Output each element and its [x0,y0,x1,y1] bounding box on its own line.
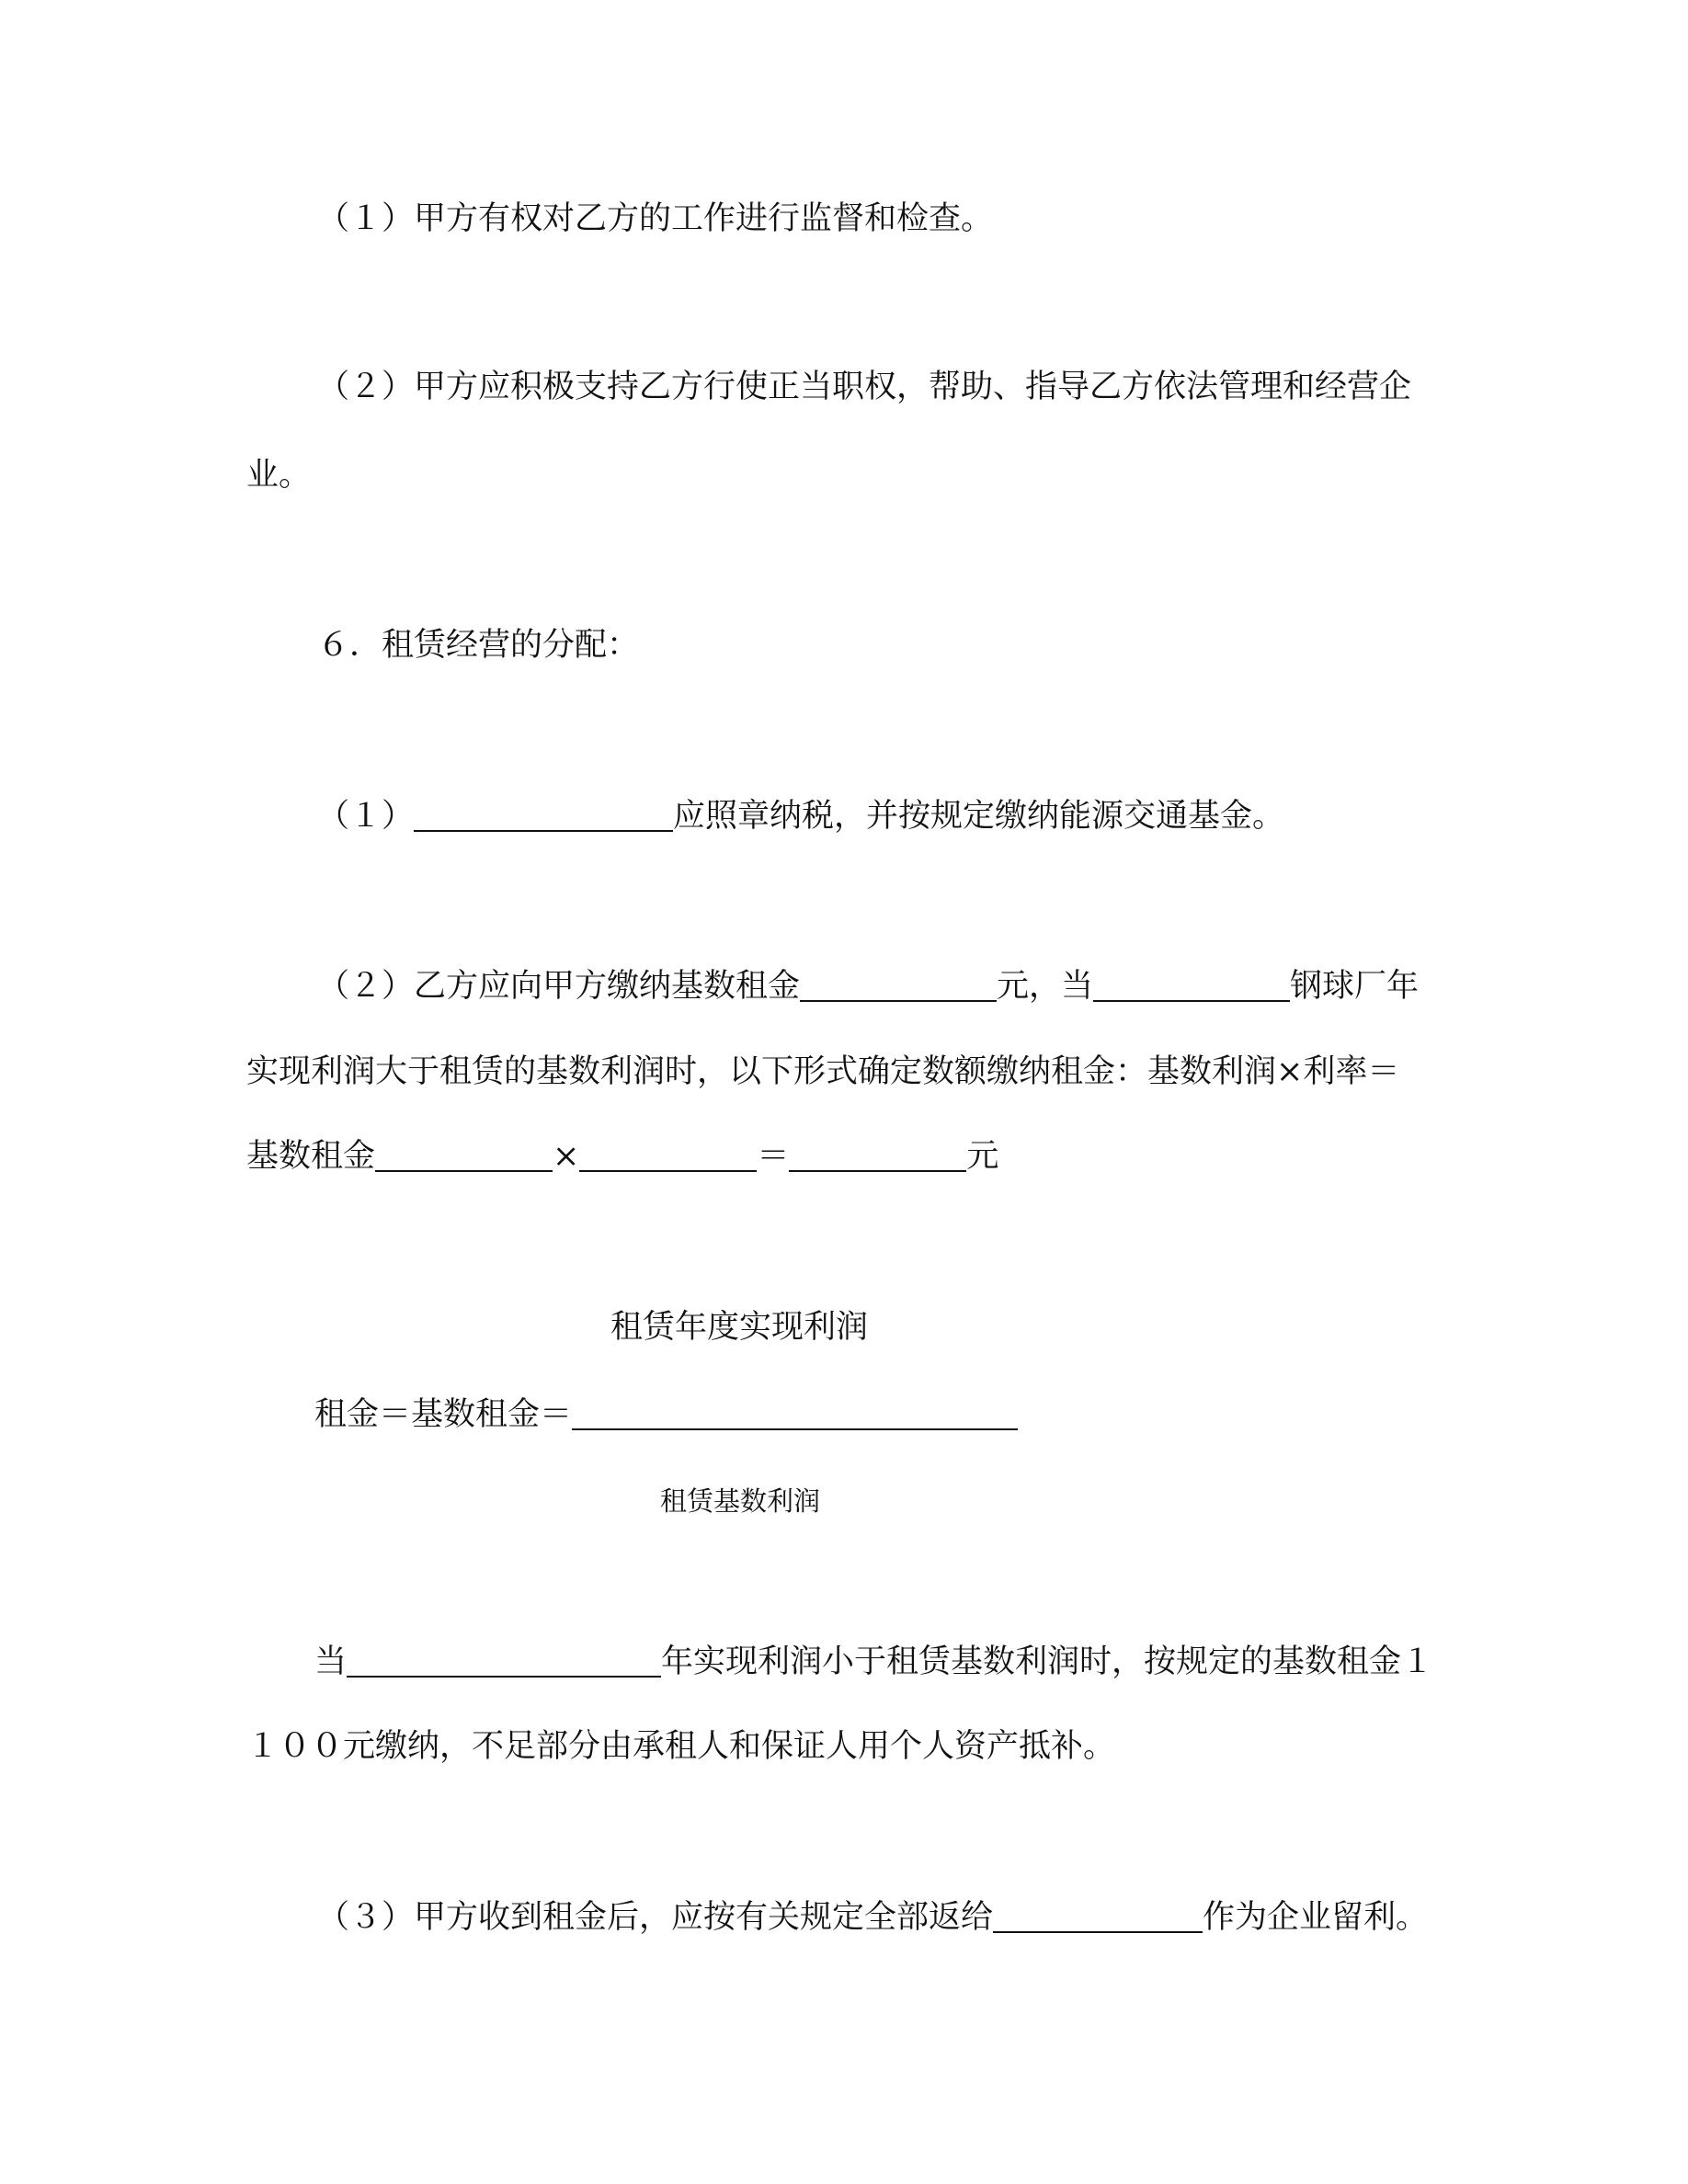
paragraph-text: （１）甲方有权对乙方的工作进行监督和检查。 [317,200,994,237]
clause-text: 应照章纳税，并按规定缴纳能源交通基金。 [673,798,1285,835]
paragraph-supervision [317,197,993,241]
retained-profit-blank[interactable] [993,1898,1203,1933]
paragraph-text: 业。 [246,457,312,494]
clause-shortfall-line-2 [246,1724,1115,1769]
clause-text: 作为企业留利。 [1203,1899,1429,1936]
formula-text: 租赁基数利润 [660,1485,821,1517]
formula-line [314,1393,1018,1437]
times-sign: × [553,1138,580,1175]
year-blank[interactable] [1093,967,1290,1002]
clause-base-rent-line-3 [246,1134,998,1178]
paragraph-support-line-1 [317,365,1411,409]
clause-base-rent-line-2 [246,1050,1399,1094]
formula-denominator [660,1479,820,1523]
clause-number: （１） [317,798,415,835]
section-heading: ６．租赁经营的分配： [317,627,640,664]
base-profit-blank[interactable] [375,1137,553,1172]
fill-in-blank[interactable] [414,797,673,832]
clause-text: 年实现利润小于租赁基数利润时，按规定的基数租金１ [661,1644,1434,1680]
paragraph-text: （２）甲方应积极支持乙方行使正当职权，帮助、指导乙方依法管理和经营企 [317,369,1412,405]
shortfall-year-blank[interactable] [347,1643,661,1678]
formula-text: 租金＝基数租金＝ [314,1396,573,1433]
clause-return-rent [317,1895,1428,1939]
clause-text: 当 [314,1644,348,1680]
rate-blank[interactable] [579,1137,757,1172]
paragraph-support-line-2 [246,453,311,497]
clause-text: （３）甲方收到租金后，应按有关规定全部返给 [317,1899,994,1936]
clause-text: 基数租金 [246,1138,376,1175]
clause-text: 实现利润大于租赁的基数利润时，以下形式确定数额缴纳租金：基数利润×利率＝ [246,1053,1400,1090]
base-rent-blank[interactable] [800,967,997,1002]
result-blank[interactable] [789,1137,966,1172]
unit-text: 元 [966,1138,999,1175]
clause-tax [317,794,1284,838]
formula-text: 租赁年度实现利润 [610,1309,869,1346]
clause-text: （２）乙方应向甲方缴纳基数租金 [317,968,801,1005]
clause-text: 元，当 [997,968,1094,1005]
clause-base-rent-line-1 [317,964,1419,1008]
formula-fraction-bar[interactable] [572,1395,1018,1430]
clause-text: 钢球厂年 [1290,968,1420,1005]
clause-text: １００元缴纳，不足部分由承租人和保证人用个人资产抵补。 [246,1728,1116,1765]
section-heading-distribution [317,623,639,667]
clause-shortfall-line-1 [314,1640,1433,1684]
equals-sign: ＝ [757,1138,790,1175]
formula-numerator [610,1305,868,1349]
